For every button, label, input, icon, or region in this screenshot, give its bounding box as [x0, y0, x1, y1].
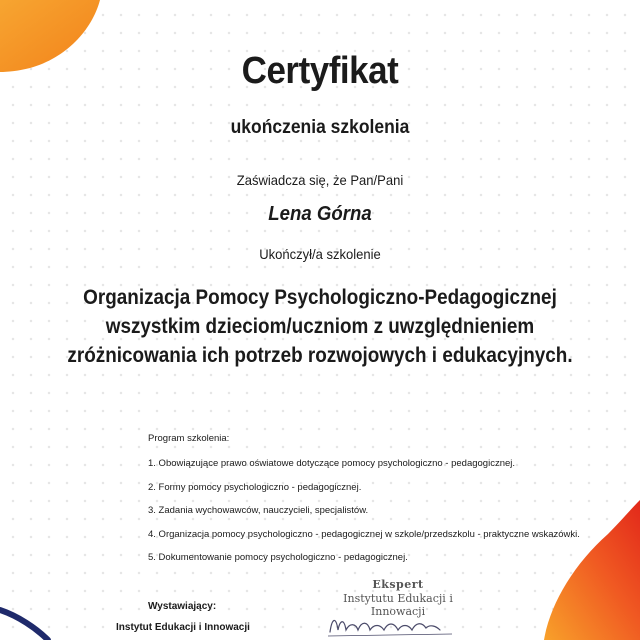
program-section	[148, 433, 580, 576]
program-item: 5. Dokumentowanie pomocy psychologiczno - pedagogicznej.	[148, 552, 408, 563]
attestation-text: Zaświadcza się, że Pan/Pani	[236, 172, 404, 188]
program-heading: Program szkolenia:	[148, 433, 230, 444]
completion-text: Ukończył/a szkolenie	[259, 246, 381, 262]
course-title-line: zróżnicowania ich potrzeb rozwojowych i edukacyjnych.	[67, 344, 573, 367]
navy-ring-bottom-left-icon	[0, 590, 60, 640]
certificate-subtitle: ukończenia szkolenia	[230, 117, 410, 138]
signature-scribble-icon	[322, 612, 462, 640]
program-item: 4. Organizacja pomocy psychologiczno - pedagogicznej w szkole/przedszkolu - praktyczne wskazówki.	[148, 528, 580, 540]
stamp-institution: Instytutu Edukacji i Innowacji	[343, 592, 453, 618]
program-item: 2. Formy pomocy psychologiczno - pedagogicznej.	[148, 481, 362, 493]
recipient-name: Lena Górna	[268, 203, 372, 225]
course-title	[32, 283, 608, 370]
course-title-line: Organizacja Pomocy Psychologiczno-Pedagogicznej	[83, 286, 557, 309]
course-title-line: wszystkim dzieciom/uczniom z uwzględnieniem	[105, 315, 535, 338]
program-item: 3. Zadania wychowawców, nauczycieli, specjalistów.	[148, 505, 369, 516]
stamp-title: Ekspert	[372, 578, 424, 591]
program-list	[148, 458, 580, 576]
issuer-label: Wystawiający:	[148, 601, 217, 612]
issuer-name: Instytut Edukacji i Innowacji	[116, 622, 250, 633]
certificate-title: Certyfikat	[241, 50, 399, 92]
program-item: 1. Obowiązujące prawo oświatowe dotyczące pomocy psychologiczno - pedagogicznej.	[148, 458, 516, 469]
